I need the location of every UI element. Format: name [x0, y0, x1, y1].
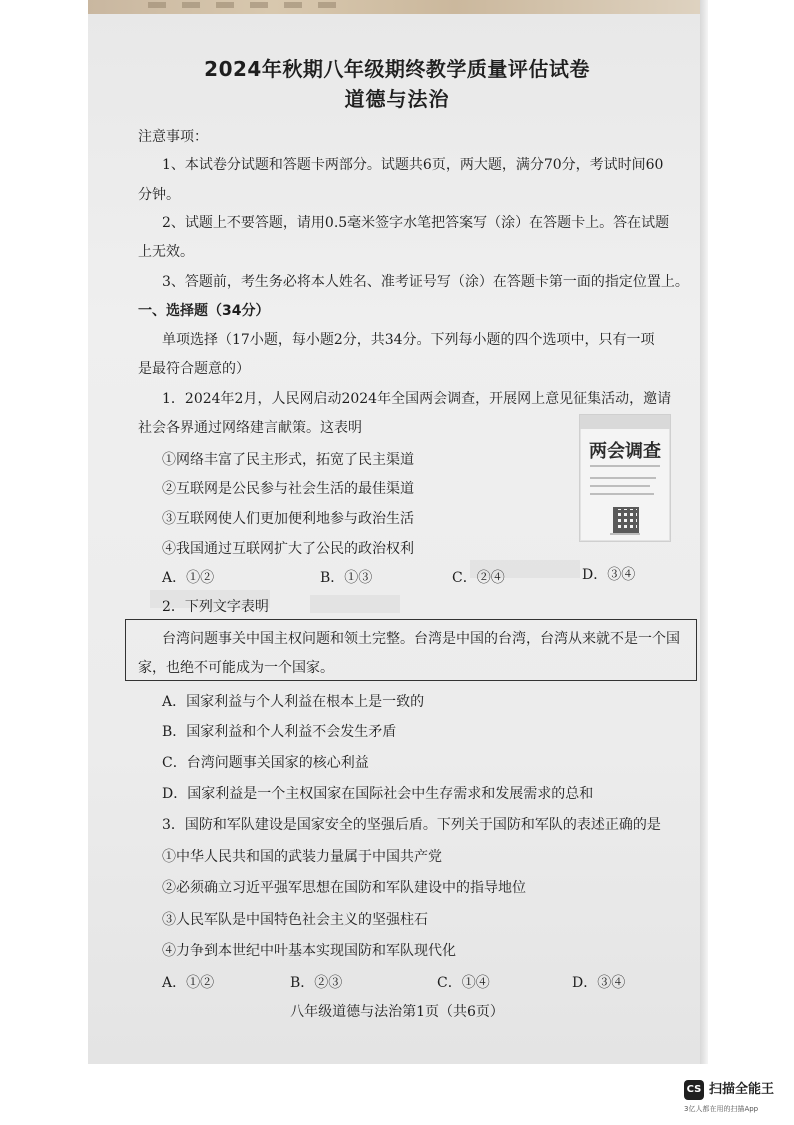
answer-option: B．①③ — [320, 570, 373, 586]
quote-text: 家，也绝不可能成为一个国家。 — [138, 660, 334, 676]
poster-text-line — [590, 477, 656, 479]
notice-line: 1、本试卷分试题和答题卡两部分。试题共6页，两大题，满分70分，考试时间60 — [162, 157, 664, 173]
statement: ①中华人民共和国的武装力量属于中国共产党 — [162, 849, 442, 865]
exam-title: 2024年秋期八年级期终教学质量评估试卷 — [204, 57, 590, 81]
top-paper-strip — [88, 0, 700, 14]
poster-title: 两会调查 — [589, 441, 661, 462]
notice-line: 3、答题前，考生务必将本人姓名、准考证号写（涂）在答题卡第一面的指定位置上。 — [162, 274, 689, 290]
answer-option: B．国家利益和个人利益不会发生矛盾 — [162, 724, 397, 740]
survey-poster-image — [579, 414, 671, 542]
notice-line: 2、试题上不要答题，请用0.5毫米签字水笔把答案写（涂）在答题卡上。答在试题 — [162, 215, 670, 231]
answer-option: A．①② — [162, 975, 215, 991]
watermark-tagline: 3亿人都在用的扫描App — [684, 1105, 759, 1113]
statement: ②必须确立习近平强军思想在国防和军队建设中的指导地位 — [162, 880, 526, 896]
answer-option: C．②④ — [452, 570, 505, 586]
section-instruction: 是最符合题意的） — [138, 361, 250, 377]
bleed-through-mark — [310, 595, 400, 613]
page-footer: 八年级道德与法治第1页（共6页） — [290, 1004, 504, 1020]
notice-line: 上无效。 — [138, 244, 194, 260]
statement: ③人民军队是中国特色社会主义的坚强柱石 — [162, 912, 428, 928]
question-stem: 1．2024年2月，人民网启动2024年全国两会调查，开展网上意见征集活动，邀请 — [162, 391, 672, 407]
poster-text-line — [610, 533, 640, 535]
answer-option: A．国家利益与个人利益在根本上是一致的 — [162, 694, 425, 710]
poster-text-line — [590, 485, 650, 487]
answer-option: B．②③ — [290, 975, 343, 991]
camscanner-logo-icon: CS — [684, 1080, 704, 1100]
section-instruction: 单项选择（17小题，每小题2分，共34分。下列每小题的四个选项中，只有一项 — [162, 332, 655, 348]
answer-option: D．③④ — [582, 567, 636, 583]
page-edge — [700, 0, 708, 1064]
poster-header — [580, 415, 670, 429]
statement: ④力争到本世纪中叶基本实现国防和军队现代化 — [162, 943, 456, 959]
statement: ②互联网是公民参与社会生活的最佳渠道 — [162, 481, 414, 497]
poster-text-line — [590, 493, 654, 495]
answer-option: D．国家利益是一个主权国家在国际社会中生存需求和发展需求的总和 — [162, 786, 594, 802]
question-stem: 社会各界通过网络建言献策。这表明 — [138, 420, 362, 436]
question-stem: 2．下列文字表明 — [162, 599, 269, 615]
subject-title: 道德与法治 — [344, 87, 450, 111]
poster-text-line — [590, 465, 660, 467]
answer-option: D．③④ — [572, 975, 626, 991]
section-heading: 一、选择题（34分） — [138, 303, 270, 319]
watermark-app-name: 扫描全能王 — [709, 1082, 775, 1097]
notice-line: 分钟。 — [138, 187, 180, 203]
notice-heading: 注意事项： — [138, 129, 208, 145]
answer-option: C．①④ — [437, 975, 490, 991]
question-stem: 3．国防和军队建设是国家安全的坚强后盾。下列关于国防和军队的表述正确的是 — [162, 817, 661, 833]
quote-text: 台湾问题事关中国主权问题和领土完整。台湾是中国的台湾，台湾从来就不是一个国 — [162, 631, 680, 647]
answer-option: C．台湾问题事关国家的核心利益 — [162, 755, 369, 771]
statement: ①网络丰富了民主形式，拓宽了民主渠道 — [162, 452, 414, 468]
answer-option: A．①② — [162, 570, 215, 586]
statement: ④我国通过互联网扩大了公民的政治权利 — [162, 541, 414, 557]
statement: ③互联网使人们更加便利地参与政治生活 — [162, 511, 414, 527]
qr-code-icon — [613, 507, 639, 533]
